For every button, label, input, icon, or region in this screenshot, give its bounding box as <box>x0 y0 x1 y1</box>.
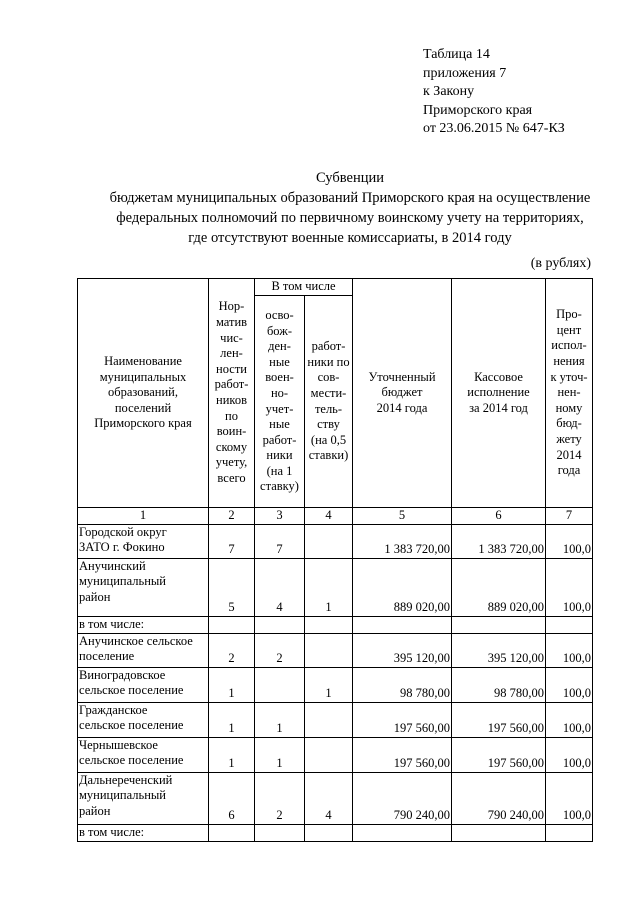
norm-count: 7 <box>209 524 255 558</box>
budget-amount: 1 383 720,00 <box>353 524 452 558</box>
table-row <box>78 616 593 633</box>
cash-amount <box>452 616 546 633</box>
header-line: мести- <box>310 385 347 400</box>
parttime-count <box>305 737 353 772</box>
norm-count <box>209 824 255 841</box>
parttime-count <box>305 616 353 633</box>
title-line: бюджетам муниципальных образований Приморского края на осуществление <box>109 190 591 206</box>
header-line: 2014 года <box>376 400 428 415</box>
cash-amount <box>452 824 546 841</box>
header-line: 2014 <box>556 447 582 462</box>
header-line: Уточненный <box>368 369 436 384</box>
freed-count: 4 <box>255 558 305 616</box>
title-line: Субвенции <box>316 170 384 186</box>
col-number: 4 <box>305 508 353 525</box>
norm-count: 1 <box>209 737 255 772</box>
parttime-count <box>305 633 353 667</box>
col-number: 6 <box>452 508 546 525</box>
header-line: всего <box>217 470 246 485</box>
header-line: ности <box>216 361 247 376</box>
header-line: чис- <box>220 330 243 345</box>
cash-amount: 98 780,00 <box>452 667 546 702</box>
header-line: ные <box>269 417 290 432</box>
approval-line: Таблица 14 <box>423 47 490 62</box>
execution-percent: 100,0 <box>546 633 593 667</box>
header-line: ставки) <box>308 448 349 463</box>
header-line: образований, <box>107 385 178 400</box>
name-line: Гражданское <box>79 702 148 717</box>
header-freed <box>255 296 305 508</box>
header-line: к уточ- <box>550 369 588 384</box>
header-cash <box>452 279 546 508</box>
name-line: Виноградовское <box>79 667 166 682</box>
cash-amount: 1 383 720,00 <box>452 524 546 558</box>
municipality-name <box>78 633 209 667</box>
header-line: учету, <box>215 455 248 470</box>
subventions-table <box>77 278 593 842</box>
name-line: район <box>79 589 111 604</box>
header-line: воен- <box>265 370 294 385</box>
header-line: нения <box>553 354 585 369</box>
execution-percent: 100,0 <box>546 702 593 737</box>
execution-percent: 100,0 <box>546 558 593 616</box>
municipality-name <box>78 824 209 841</box>
table-row <box>78 772 593 824</box>
header-line: цент <box>556 322 582 337</box>
header-line: Кассовое <box>474 369 523 384</box>
header-line: ству <box>317 417 340 432</box>
header-line: поселений <box>114 400 172 415</box>
header-percent <box>546 279 593 508</box>
header-line: тель- <box>314 401 343 416</box>
name-line: Городской округ <box>79 524 167 539</box>
municipality-name <box>78 524 209 558</box>
table-row <box>78 667 593 702</box>
header-line: ставку) <box>260 479 299 494</box>
parttime-count: 1 <box>305 558 353 616</box>
table-row <box>78 702 593 737</box>
table-row <box>78 524 593 558</box>
header-line: осво- <box>265 307 294 322</box>
header-line: года <box>557 463 581 478</box>
col-number: 3 <box>255 508 305 525</box>
header-line: бюджет <box>381 385 423 400</box>
freed-count <box>255 616 305 633</box>
header-line: бож- <box>266 323 293 338</box>
budget-amount: 395 120,00 <box>353 633 452 667</box>
freed-count: 2 <box>255 633 305 667</box>
municipality-name <box>78 616 209 633</box>
municipality-name <box>78 558 209 616</box>
name-line: Анучинский <box>79 558 146 573</box>
budget-amount: 197 560,00 <box>353 737 452 772</box>
header-line: ников <box>216 393 247 407</box>
municipality-name <box>78 737 209 772</box>
budget-amount: 889 020,00 <box>353 558 452 616</box>
parttime-count: 1 <box>305 667 353 702</box>
header-line: ному <box>555 400 583 415</box>
header-line: ные <box>269 354 290 369</box>
header-line: воин- <box>216 424 247 439</box>
header-line: нен- <box>557 385 581 400</box>
freed-count <box>255 824 305 841</box>
name-line: Чернышевское <box>79 737 158 752</box>
header-line: работ- <box>311 339 346 354</box>
units-label: (в рублях) <box>530 256 591 271</box>
approval-line: приложения 7 <box>423 65 507 81</box>
name-line: ЗАТО г. Фокино <box>79 540 165 555</box>
municipality-name <box>78 702 209 737</box>
header-line: лен- <box>220 346 243 361</box>
header-norm <box>209 279 255 508</box>
norm-count: 6 <box>209 772 255 824</box>
header-line: ден- <box>268 339 291 354</box>
header-line: (на 1 <box>266 463 293 478</box>
norm-count: 5 <box>209 558 255 616</box>
execution-percent: 100,0 <box>546 772 593 824</box>
name-line: сельское поселение <box>79 753 184 768</box>
cash-amount: 197 560,00 <box>452 702 546 737</box>
header-line: Приморского края <box>94 416 192 431</box>
freed-count: 7 <box>255 524 305 558</box>
header-budget <box>353 279 452 508</box>
header-line: Про- <box>556 307 582 322</box>
municipality-name <box>78 772 209 824</box>
name-line: муниципальный <box>79 788 166 803</box>
freed-count: 2 <box>255 772 305 824</box>
budget-amount: 197 560,00 <box>353 702 452 737</box>
header-incl: В том числе <box>255 279 353 296</box>
parttime-count <box>305 702 353 737</box>
header-line: ники <box>266 448 293 463</box>
name-line: Дальнереченский <box>79 772 173 787</box>
header-line: исполнение <box>467 385 530 400</box>
name-line: Анучинское сельское <box>79 633 193 648</box>
header-line: ники по <box>307 354 350 369</box>
execution-percent: 100,0 <box>546 737 593 772</box>
norm-count: 2 <box>209 633 255 667</box>
freed-count: 1 <box>255 737 305 772</box>
budget-amount: 790 240,00 <box>353 772 452 824</box>
cash-amount: 790 240,00 <box>452 772 546 824</box>
header-line: (на 0,5 <box>310 432 347 447</box>
header-line: работ- <box>262 432 297 447</box>
approval-line: от 23.06.2015 № 647-КЗ <box>423 121 565 136</box>
col-number: 5 <box>353 508 452 525</box>
norm-count: 1 <box>209 667 255 702</box>
header-line: учет- <box>265 401 294 416</box>
header-line: бюд- <box>556 416 582 431</box>
budget-amount <box>353 616 452 633</box>
table-row <box>78 558 593 616</box>
parttime-count <box>305 524 353 558</box>
table-row <box>78 824 593 841</box>
name-line: в том числе: <box>79 824 145 839</box>
col-number: 7 <box>546 508 593 525</box>
header-line: испол- <box>551 338 587 353</box>
table-row <box>78 633 593 667</box>
freed-count: 1 <box>255 702 305 737</box>
approval-line: к Закону <box>423 84 475 99</box>
title-line: федеральных полномочий по первичному воинскому учету на территориях, <box>116 210 584 226</box>
execution-percent: 100,0 <box>546 524 593 558</box>
table-row <box>78 737 593 772</box>
header-line: муниципальных <box>99 369 187 384</box>
header-line: жету <box>556 431 582 446</box>
approval-block <box>423 46 565 139</box>
name-line: сельское поселение <box>79 718 184 733</box>
budget-amount: 98 780,00 <box>353 667 452 702</box>
header-line: работ- <box>214 377 249 392</box>
parttime-count: 4 <box>305 772 353 824</box>
header-line: по <box>225 408 238 423</box>
parttime-count <box>305 824 353 841</box>
norm-count: 1 <box>209 702 255 737</box>
approval-line: Приморского края <box>423 102 533 118</box>
cash-amount: 197 560,00 <box>452 737 546 772</box>
execution-percent: 100,0 <box>546 667 593 702</box>
header-line: Наименование <box>104 354 182 369</box>
cash-amount: 395 120,00 <box>452 633 546 667</box>
header-line: за 2014 год <box>469 400 528 415</box>
norm-count <box>209 616 255 633</box>
header-line: сов- <box>317 370 340 385</box>
name-line: в том числе: <box>79 616 145 631</box>
name-line: район <box>79 803 111 818</box>
document-title <box>60 168 640 248</box>
name-line: муниципальный <box>79 574 166 589</box>
execution-percent <box>546 616 593 633</box>
name-line: поселение <box>79 649 135 664</box>
freed-count <box>255 667 305 702</box>
cash-amount: 889 020,00 <box>452 558 546 616</box>
header-name <box>78 279 209 508</box>
header-line: но- <box>270 385 289 400</box>
municipality-name <box>78 667 209 702</box>
name-line: сельское поселение <box>79 683 184 698</box>
col-number: 2 <box>209 508 255 525</box>
header-line: Нор- <box>218 299 245 314</box>
header-line: матив <box>215 315 248 330</box>
budget-amount <box>353 824 452 841</box>
title-line: где отсутствуют военные комиссариаты, в 2014 году <box>188 230 512 246</box>
execution-percent <box>546 824 593 841</box>
header-line: скому <box>215 439 248 454</box>
col-number: 1 <box>78 508 209 525</box>
header-parttime <box>305 296 353 508</box>
numbering-row <box>78 508 593 525</box>
